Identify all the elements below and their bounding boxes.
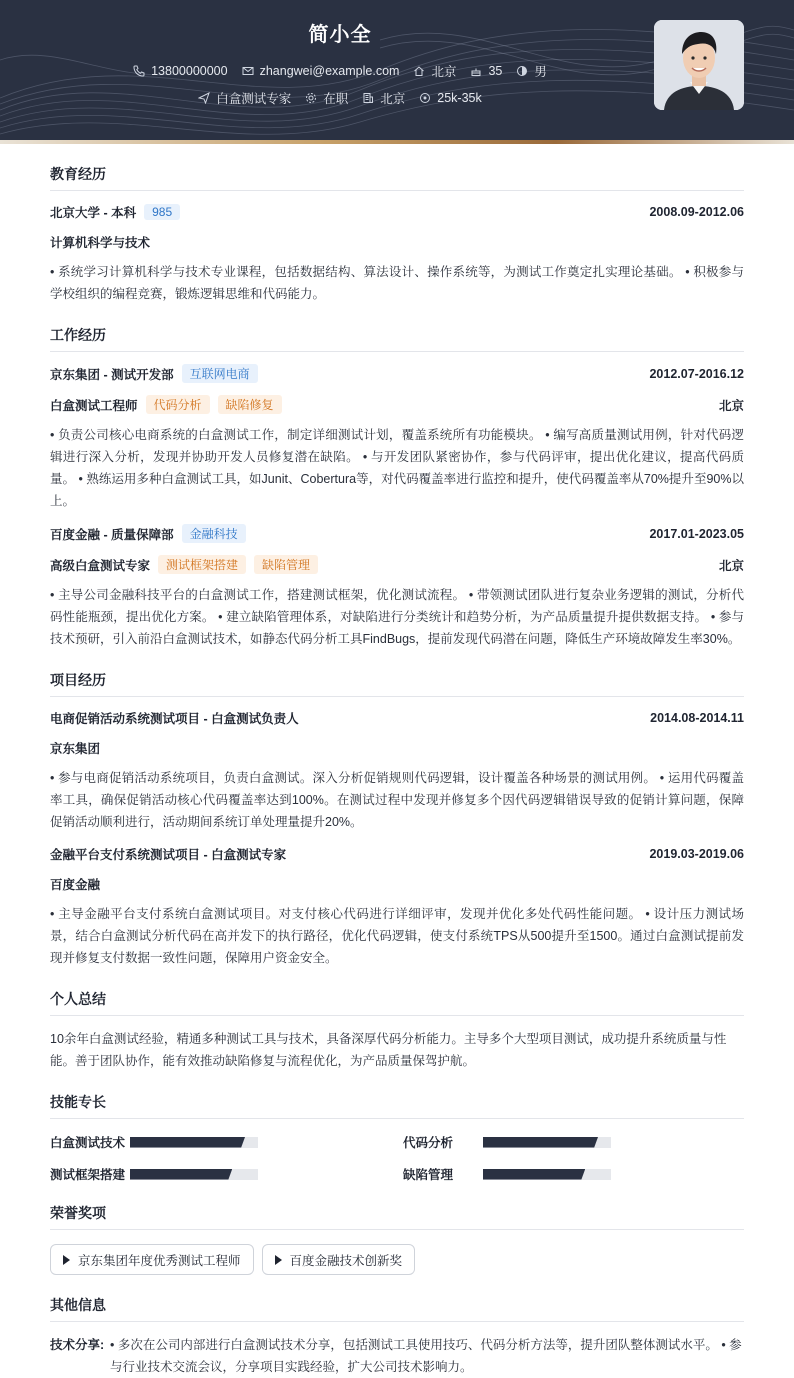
award-label: 百度金融技术创新奖: [289, 1253, 403, 1268]
project-description: • 参与电商促销活动系统项目，负责白盒测试。深入分析促销规则代码逻辑，设计覆盖各种场景的测试用例。 • 运用代码覆盖率工具，确保促销活动核心代码覆盖率达到100%。在测试过程中发现并修复多个因代码逻辑错误导致的促销计算问题，保障促销活动顺利进行，活动期间系统订单处理量提升20%。: [50, 771, 744, 829]
project-header-row: [50, 709, 744, 727]
skill-item: [50, 1165, 403, 1183]
play-triangle-icon: [275, 1255, 282, 1265]
project-date: 2019.03-2019.06: [649, 847, 744, 861]
school-tag: 985: [144, 204, 180, 220]
education-item: [50, 203, 744, 305]
section-title-education: 教育经历: [50, 164, 744, 191]
skill-bar: [483, 1137, 611, 1148]
contact-row: [0, 62, 680, 80]
award-label: 京东集团年度优秀测试工程师: [78, 1253, 241, 1268]
work-city: 北京: [718, 558, 744, 573]
email-item: [242, 62, 400, 80]
skill-bar-fill: [483, 1169, 585, 1180]
section-title-work: 工作经历: [50, 325, 744, 352]
skill-bar-fill: [483, 1137, 598, 1148]
project-org-row: [50, 875, 744, 893]
job-title-item: [198, 89, 291, 107]
skill-bar-fill: [130, 1137, 245, 1148]
award-item: [262, 1244, 416, 1275]
education-header-row: [50, 203, 744, 221]
work-city: 北京: [718, 398, 744, 413]
skills-grid: [50, 1133, 744, 1183]
age-text: 35: [488, 64, 503, 78]
skill-label: 缺陷管理: [403, 1168, 454, 1182]
industry-tag: 金融科技: [182, 524, 246, 543]
phone-item: [133, 62, 227, 80]
status-text: 在职: [323, 92, 349, 106]
salary-item: [419, 89, 481, 107]
project-org-row: [50, 739, 744, 757]
education-description: • 系统学习计算机科学与技术专业课程，包括数据结构、算法设计、操作系统等，为测试工作奠定扎实理论基础。 • 积极参与学校组织的编程竞赛，锻炼逻辑思维和代码能力。: [50, 265, 744, 301]
work-role-row: [50, 395, 744, 414]
avatar-portrait: [654, 20, 744, 110]
section-title-awards: 荣誉奖项: [50, 1203, 744, 1230]
skill-bar: [130, 1169, 258, 1180]
job-row: [0, 89, 680, 107]
work-date: 2017.01-2023.05: [649, 526, 744, 541]
age-item: [470, 62, 502, 80]
work-header-row: [50, 524, 744, 543]
other-info-row: [50, 1334, 744, 1378]
avatar: [654, 20, 744, 110]
skill-item: [403, 1165, 744, 1183]
role-title: 白盒测试工程师: [50, 398, 138, 413]
play-triangle-icon: [63, 1255, 70, 1265]
summary-text: 10余年白盒测试经验，精通多种测试工具与技术，具备深厚代码分析能力。主导多个大型项目测试，成功提升系统质量与性能。善于团队协作，能有效推动缺陷修复与流程优化，为产品质量保驾护航。: [50, 1032, 727, 1068]
work-date: 2012.07-2016.12: [649, 366, 744, 381]
awards-list: [50, 1244, 744, 1275]
skill-bar-fill: [130, 1169, 232, 1180]
candidate-name: 简小全: [308, 24, 372, 46]
city-item: [413, 62, 456, 80]
work-description: • 主导公司金融科技平台的白盒测试工作，搭建测试框架，优化测试流程。 • 带领测试团队进行复杂业务逻辑的测试，分析代码性能瓶颈，提出优化方案。 • 建立缺陷管理体系，对缺陷进行分类统计和趋势分析，为产品质量提升提供数据支持。 • 参与技术预研，引入前沿白盒测试技术，如静态代码分析工具FindBugs，提前发现代码潜在问题，降低生产环境故障发生率30%。: [50, 588, 744, 646]
skill-bar: [130, 1137, 258, 1148]
home-icon: [413, 65, 425, 77]
gender-icon: [516, 65, 528, 77]
money-icon: [419, 92, 431, 104]
industry-tag: 互联网电商: [182, 364, 258, 383]
cake-icon: [470, 65, 482, 77]
resume-body: [50, 144, 744, 1378]
project-item: [50, 845, 744, 969]
work-description: • 负责公司核心电商系统的白盒测试工作，制定详细测试计划，覆盖系统所有功能模块。 • 编写高质量测试用例，针对代码逻辑进行深入分析，发现并协助开发人员修复潜在缺陷。 • 与开发团队紧密协作，参与代码评审，提出优化建议，提高代码质量。 • 熟练运用多种白盒测试工具，如Junit、Cobertura等，对代码覆盖率进行监控和提升，使代码覆盖率从70%提升至90%以上。: [50, 428, 744, 508]
email-text: zhangwei@example.com: [259, 64, 400, 78]
skill-bar: [483, 1169, 611, 1180]
salary-text: 25k-35k: [437, 91, 482, 105]
school-name: 北京大学 - 本科: [50, 206, 137, 220]
project-name: 金融平台支付系统测试项目 - 白盒测试专家: [50, 848, 287, 862]
award-item: [50, 1244, 254, 1275]
skill-label: 测试框架搭建: [50, 1168, 126, 1182]
section-title-projects: 项目经历: [50, 670, 744, 697]
work-header-row: [50, 364, 744, 383]
job-title-text: 白盒测试专家: [216, 92, 292, 106]
role-title: 高级白盒测试专家: [50, 558, 151, 573]
section-title-summary: 个人总结: [50, 989, 744, 1016]
work-item: [50, 364, 744, 512]
project-name: 电商促销活动系统测试项目 - 白盒测试负责人: [50, 712, 299, 726]
section-title-other: 其他信息: [50, 1295, 744, 1322]
section-title-skills: 技能专长: [50, 1092, 744, 1119]
phone-icon: [133, 65, 145, 77]
company-name: 京东集团 - 测试开发部: [50, 367, 174, 382]
skill-item: [50, 1133, 403, 1151]
work-city-text: 北京: [380, 92, 406, 106]
skill-tag: 缺陷管理: [254, 555, 318, 574]
other-info-label: 技术分享:: [50, 1338, 105, 1352]
other-info-text: • 多次在公司内部进行白盒测试技术分享，包括测试工具使用技巧、代码分析方法等，提升团队整体测试水平。 • 参与行业技术交流会议，分享项目实践经验，扩大公司技术影响力。: [110, 1338, 742, 1374]
skill-label: 白盒测试技术: [50, 1136, 126, 1150]
work-city-item: [362, 89, 405, 107]
work-role-row: [50, 555, 744, 574]
project-org: 百度金融: [50, 878, 101, 892]
gear-icon: [305, 92, 317, 104]
project-description: • 主导金融平台支付系统白盒测试项目。对支付核心代码进行详细评审，发现并优化多处代码性能问题。 • 设计压力测试场景，结合白盒测试分析代码在高并发下的执行路径，优化代码逻辑，使支付系统TPS从500提升至1500。通过白盒测试提前发现并修复支付数据一致性问题，保障用户资金安全。: [50, 907, 744, 965]
education-major-row: [50, 233, 744, 251]
skill-tag: 缺陷修复: [218, 395, 282, 414]
skill-tag: 代码分析: [146, 395, 210, 414]
building-icon: [362, 92, 374, 104]
skill-tag: 测试框架搭建: [158, 555, 246, 574]
skill-item: [403, 1133, 744, 1151]
status-item: [305, 89, 348, 107]
project-date: 2014.08-2014.11: [650, 711, 744, 725]
send-icon: [198, 92, 210, 104]
gender-text: 男: [534, 65, 547, 79]
company-name: 百度金融 - 质量保障部: [50, 527, 174, 542]
project-org: 京东集团: [50, 742, 101, 756]
gender-item: [516, 62, 547, 80]
project-header-row: [50, 845, 744, 863]
mail-icon: [242, 65, 254, 77]
phone-text: 13800000000: [151, 64, 228, 78]
city-text: 北京: [431, 65, 457, 79]
work-item: [50, 524, 744, 650]
skill-label: 代码分析: [403, 1136, 454, 1150]
project-item: [50, 709, 744, 833]
resume-header: [0, 0, 794, 140]
education-date: 2008.09-2012.06: [649, 205, 744, 219]
major: 计算机科学与技术: [50, 236, 151, 250]
